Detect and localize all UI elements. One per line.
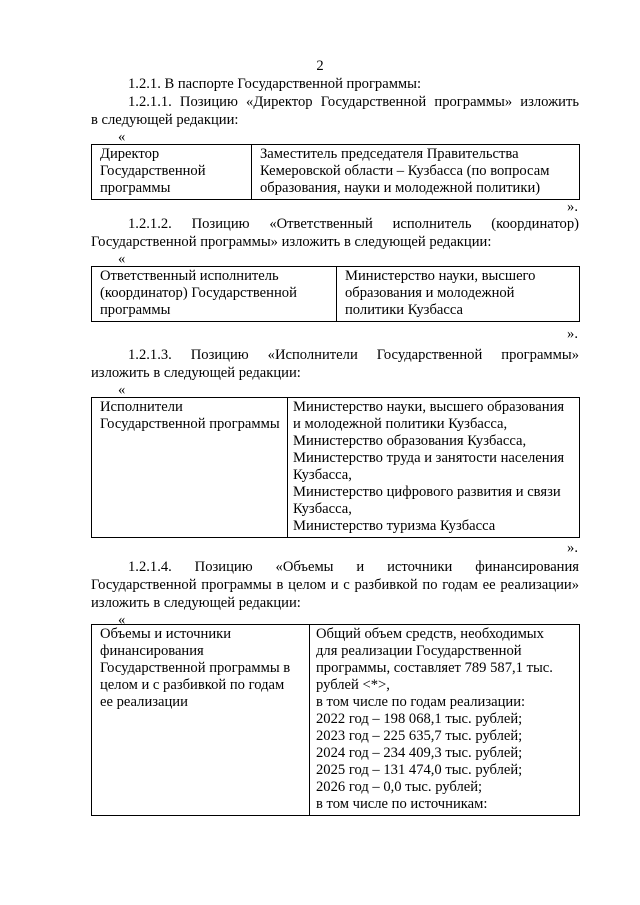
table-cell-label: Ответственный исполнитель (координатор) Государственной программы xyxy=(92,267,337,322)
table-row xyxy=(92,267,580,322)
paragraph-2-line-1: 1.2.1.2. Позицию «Ответственный исполнитель (координатор) xyxy=(128,216,579,232)
quote-close-1: ». xyxy=(567,199,578,215)
table-cell-label: Объемы и источники финансирования Государственной программы в целом и с разбивкой по годам ее реализации xyxy=(92,625,310,816)
table-row xyxy=(92,145,580,200)
paragraph-4-line-1: 1.2.1.4. Позицию «Объемы и источники финансирования xyxy=(128,559,579,575)
table-cell-label: Директор Государственной программы xyxy=(92,145,252,200)
paragraph-4-line-3: изложить в следующей редакции: xyxy=(91,595,301,611)
table-cell-value: Общий объем средств, необходимых для реализации Государственной программы, составляет 789 587,1 тыс. рублей <*>, в том числе по годам реализации: 2022 год – 198 068,1 тыс. рублей; 2023 год – 225 635,7 тыс. рублей; 2024 год – 234 409,3 тыс. рублей; 2025 год – 131 474,0 тыс. рублей; 2026 год – 0,0 тыс. рублей; в том числе по источникам: xyxy=(310,625,580,816)
table-executors xyxy=(91,397,580,538)
table-row xyxy=(92,625,580,816)
paragraph-2-line-2: Государственной программы» изложить в следующей редакции: xyxy=(91,234,492,250)
page-number: 2 xyxy=(316,58,324,74)
paragraph-1-line-1: 1.2.1.1. Позицию «Директор Государственной программы» изложить xyxy=(128,94,579,110)
table-cell-value: Министерство науки, высшего образования и молодежной политики Кузбасса xyxy=(337,267,580,322)
quote-open-3: « xyxy=(118,382,126,398)
paragraph-1-line-2: в следующей редакции: xyxy=(91,112,239,128)
table-cell-label: Исполнители Государственной программы xyxy=(92,398,288,538)
quote-open-4: « xyxy=(118,612,126,628)
section-heading: 1.2.1. В паспорте Государственной программы: xyxy=(128,76,422,92)
quote-open-2: « xyxy=(118,251,126,267)
quote-close-3: ». xyxy=(567,540,578,556)
table-financing xyxy=(91,624,580,816)
quote-close-2: ». xyxy=(567,326,578,342)
table-cell-value: Министерство науки, высшего образования и молодежной политики Кузбасса, Министерство образования Кузбасса, Министерство труда и занятости населения Кузбасса, Министерство цифрового развития и связи Кузбасса, Министерство туризма Кузбасса xyxy=(288,398,580,538)
table-director xyxy=(91,144,580,200)
paragraph-3-line-1: 1.2.1.3. Позицию «Исполнители Государственной программы» xyxy=(128,347,579,363)
paragraph-3-line-2: изложить в следующей редакции: xyxy=(91,365,301,381)
quote-open-1: « xyxy=(118,129,126,145)
table-row xyxy=(92,398,580,538)
table-cell-value: Заместитель председателя Правительства Кемеровской области – Кузбасса (по вопросам образования, науки и молодежной политики) xyxy=(252,145,580,200)
table-responsible-executor xyxy=(91,266,580,322)
paragraph-4-line-2: Государственной программы в целом и с разбивкой по годам ее реализации» xyxy=(91,577,579,593)
